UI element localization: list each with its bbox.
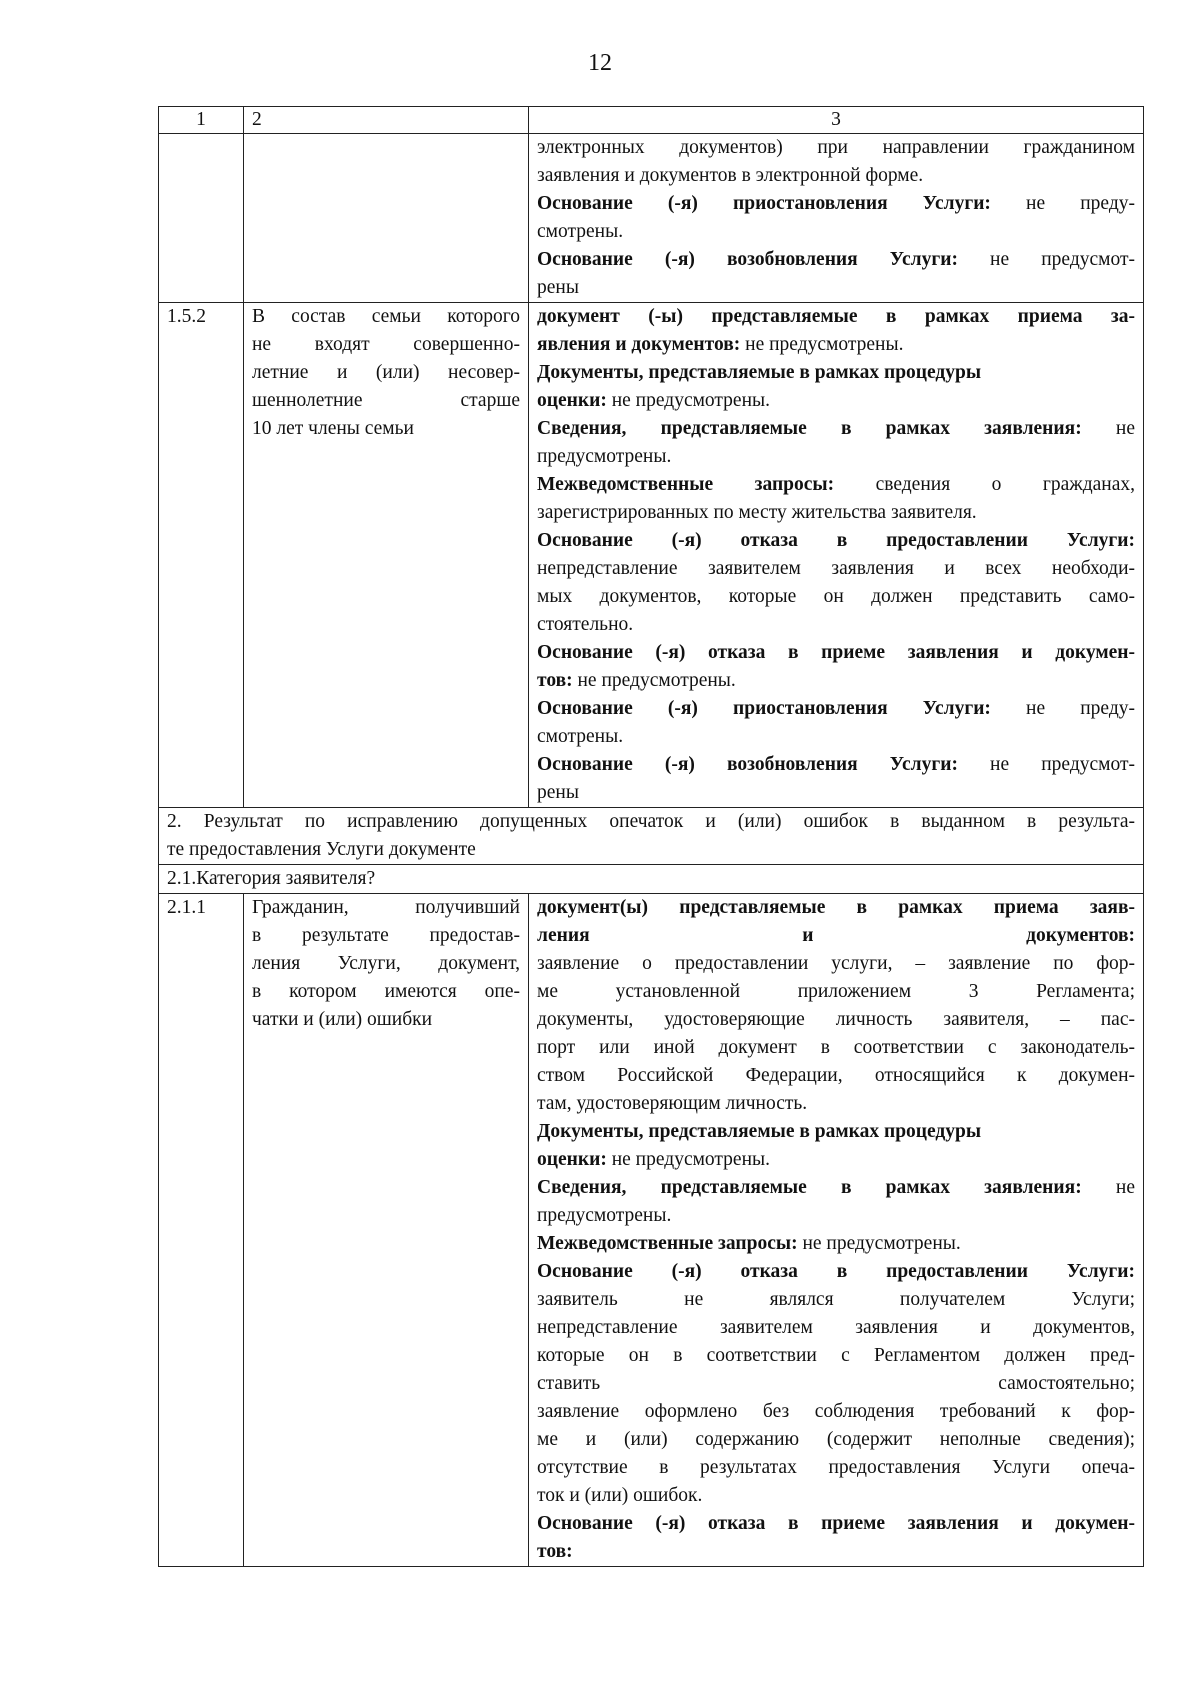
text-line: оценки: не предусмотрены. (537, 1149, 771, 1170)
text-line: заявление о предоставлении услуги, – заявление по фор- (537, 953, 1135, 974)
text-line: Основание (-я) отказа в предоставлении Услуги: (537, 530, 1135, 551)
text-line: ток и (или) ошибок. (537, 1485, 703, 1506)
text-line: чатки и (или) ошибки (252, 1009, 433, 1030)
text-line: документ(ы) представляемые в рамках приема заяв- (537, 897, 1135, 918)
category-cell (244, 894, 529, 1567)
text-line: смотрены. (537, 726, 624, 747)
text-line: Сведения, представляемые в рамках заявления: не (537, 1177, 1135, 1198)
text-line: ления и документов: (537, 925, 1135, 946)
text-line: Основание (-я) отказа в предоставлении Услуги: (537, 1261, 1135, 1282)
text-line: зарегистрированных по месту жительства заявителя. (537, 502, 977, 523)
row-number-cell: 2.1.1 (159, 894, 244, 1567)
text-line: рены (537, 782, 579, 803)
table-header-row (159, 107, 1144, 134)
text-line: тов: не предусмотрены. (537, 670, 736, 691)
text-line: Основание (-я) приостановления Услуги: не преду- (537, 698, 1135, 719)
text-line: Сведения, представляемые в рамках заявления: не (537, 418, 1135, 439)
text-line: 10 лет члены семьи (252, 418, 414, 439)
text-line: Межведомственные запросы: сведения о гражданах, (537, 474, 1135, 495)
text-line: 2. Результат по исправлению допущенных опечаток и (или) ошибок в выданном в результа- (167, 811, 1135, 832)
text-line: не входят совершенно- (252, 334, 520, 355)
category-cell (244, 303, 529, 808)
text-line: те предоставления Услуги документе (167, 839, 476, 860)
text-line: предусмотрены. (537, 446, 672, 467)
text-line: которые он в соответствии с Регламентом должен пред- (537, 1345, 1135, 1366)
text-line: заявление оформлено без соблюдения требований к фор- (537, 1401, 1135, 1422)
text-line: Основание (-я) возобновления Услуги: не предусмот- (537, 754, 1135, 775)
text-line: документы, удостоверяющие личность заявителя, – пас- (537, 1009, 1135, 1030)
text-line: заявления и документов в электронной форме. (537, 165, 924, 186)
text-line: тов: (537, 1541, 573, 1562)
section-2-1-title: 2.1.Категория заявителя? (159, 865, 1144, 894)
text-line: Основание (-я) возобновления Услуги: не предусмот- (537, 249, 1135, 270)
text-line: заявитель не являлся получателем Услуги; (537, 1289, 1135, 1310)
text-line: Основание (-я) приостановления Услуги: не преду- (537, 193, 1135, 214)
text-line: В состав семьи которого (252, 306, 520, 327)
text-line: ставить самостоятельно; (537, 1373, 1135, 1394)
text-line: мых документов, которые он должен представить само- (537, 586, 1135, 607)
section-2-title (159, 808, 1144, 865)
row-number-cell: 1.5.2 (159, 303, 244, 808)
header-col-1: 1 (159, 107, 244, 134)
category-cell (244, 134, 529, 303)
requirements-cell (529, 894, 1144, 1567)
text-line: Документы, представляемые в рамках процедуры (537, 362, 982, 383)
table-row-1-5-2 (159, 303, 1144, 808)
table-row-2-1-1 (159, 894, 1144, 1567)
row-number-cell (159, 134, 244, 303)
text-line: ления Услуги, документ, (252, 953, 520, 974)
header-col-2: 2 (244, 107, 529, 134)
text-line: рены (537, 277, 579, 298)
text-line: смотрены. (537, 221, 624, 242)
text-line: предусмотрены. (537, 1205, 672, 1226)
text-line: порт или иной документ в соответствии с законодатель- (537, 1037, 1135, 1058)
text-line: в результате предостав- (252, 925, 520, 946)
text-line: в котором имеются опе- (252, 981, 520, 1002)
text-line: ме и (или) содержанию (содержит неполные сведения); (537, 1429, 1135, 1450)
text-line: Межведомственные запросы: не предусмотрены. (537, 1233, 961, 1254)
text-line: непредставление заявителем заявления и всех необходи- (537, 558, 1135, 579)
requirements-cell (529, 134, 1144, 303)
section-heading-2-1 (159, 865, 1144, 894)
section-heading-2 (159, 808, 1144, 865)
text-line: Основание (-я) отказа в приеме заявления и докумен- (537, 1513, 1135, 1534)
text-line: отсутствие в результатах предоставления Услуги опеча- (537, 1457, 1135, 1478)
header-col-3: 3 (529, 107, 1144, 134)
text-line: ме установленной приложением 3 Регламента; (537, 981, 1135, 1002)
text-line: Гражданин, получивший (252, 897, 520, 918)
text-line: ством Российской Федерации, относящийся к докумен- (537, 1065, 1135, 1086)
text-line: Основание (-я) отказа в приеме заявления и докумен- (537, 642, 1135, 663)
regulation-table (158, 106, 1144, 1567)
text-line: явления и документов: не предусмотрены. (537, 334, 904, 355)
page-number: 12 (588, 50, 612, 76)
text-line: непредставление заявителем заявления и документов, (537, 1317, 1135, 1338)
text-line: электронных документов) при направлении гражданином (537, 137, 1135, 158)
text-line: шеннолетние старше (252, 390, 520, 411)
text-line: там, удостоверяющим личность. (537, 1093, 808, 1114)
requirements-cell (529, 303, 1144, 808)
table-row-continuation (159, 134, 1144, 303)
text-line: летние и (или) несовер- (252, 362, 520, 383)
text-line: Документы, представляемые в рамках процедуры (537, 1121, 982, 1142)
text-line: оценки: не предусмотрены. (537, 390, 771, 411)
text-line: стоятельно. (537, 614, 634, 635)
text-line: документ (-ы) представляемые в рамках приема за- (537, 306, 1135, 327)
